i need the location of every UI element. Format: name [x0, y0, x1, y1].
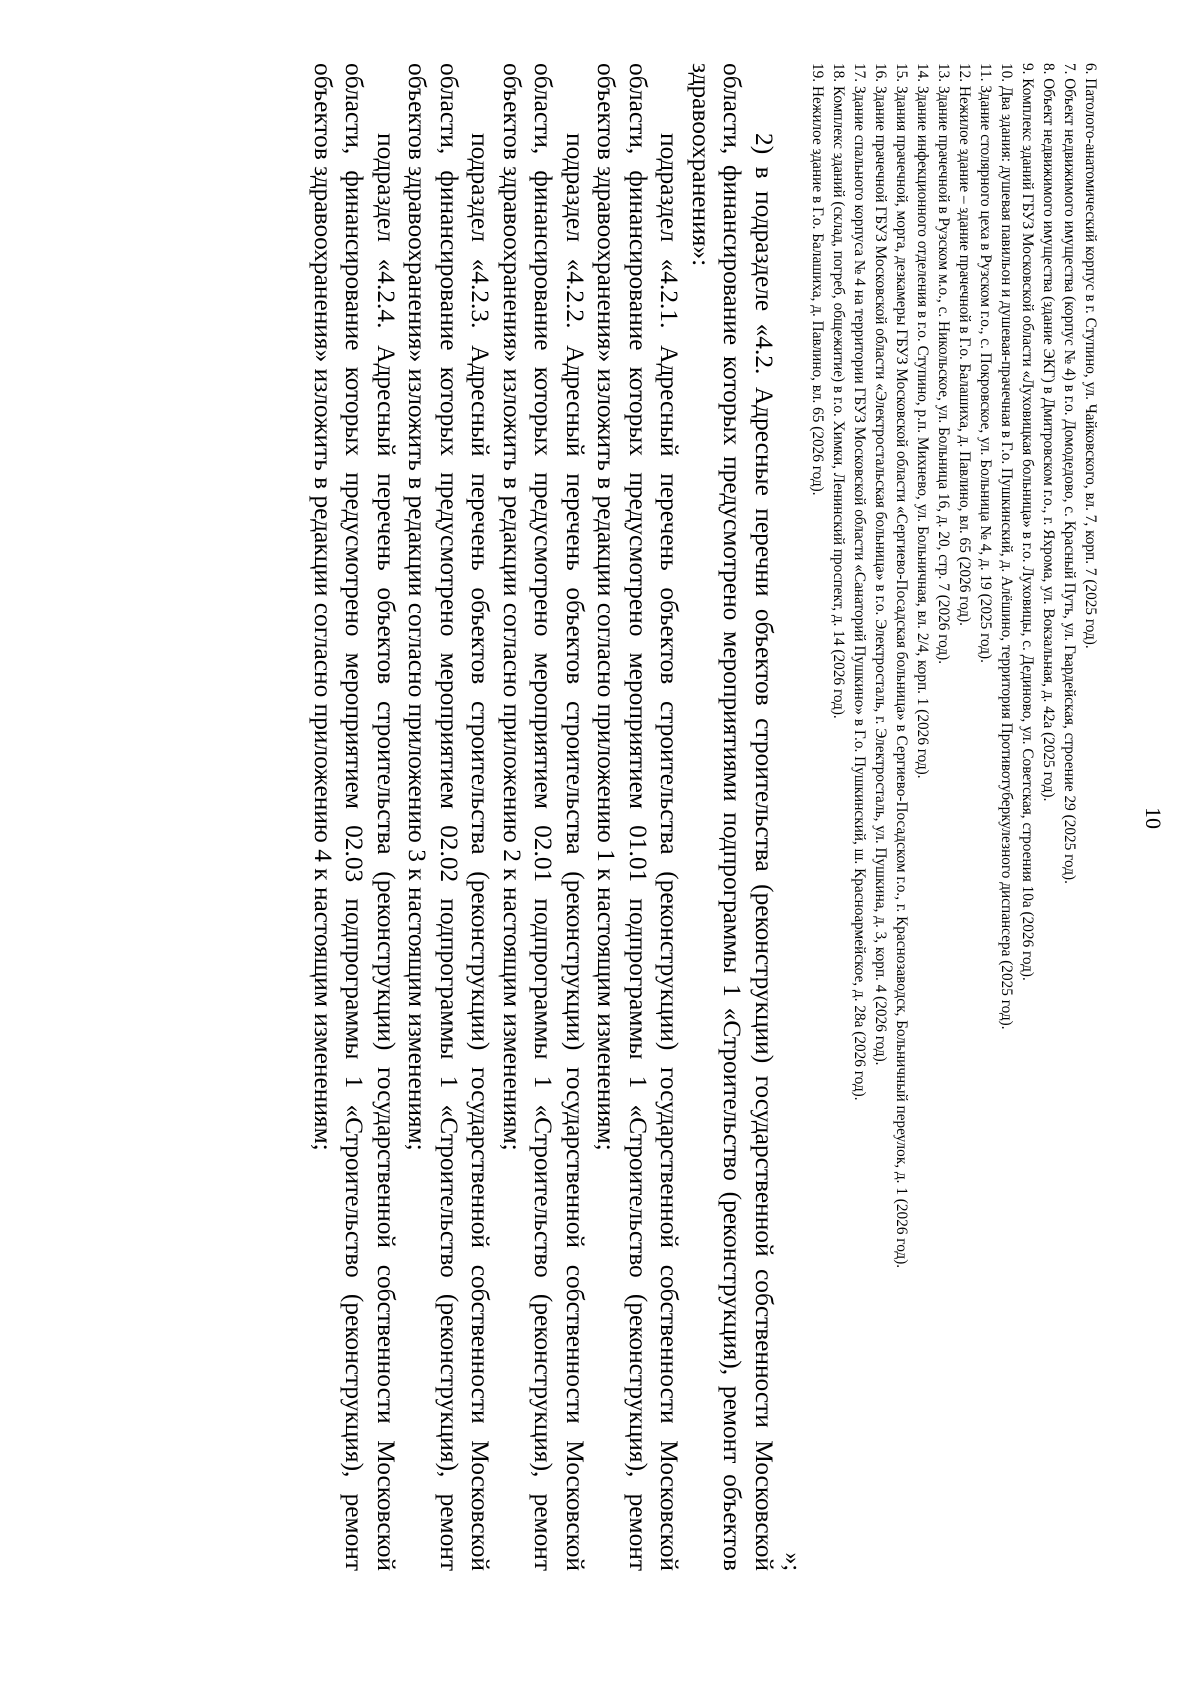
paragraph-subsection-4-2-4: подраздел «4.2.4. Адресный перечень объектов строительства (реконструкции) государственной собственности Московской области, финансирование которых предусмотрено мероприятием 02.03 подпрограммы 1 «Строительство (реконструкция), ремонт объектов здравоохранения» изложить в редакции согласно приложению 4 к настоящим изменениям; [309, 63, 400, 1571]
list-item: 19. Нежилое здание в Г.о. Балашиха, д. Павлино, вл. 65 (2026 год). [809, 63, 826, 496]
list-item: 7. Объект недвижимого имущества (корпус № 4) в г.о. Домодедово, с. Красный Путь, ул. Гвардейская, строение 29 (2025 год). [1061, 63, 1078, 884]
paragraph-subsection-4-2-2: подраздел «4.2.2. Адресный перечень объектов строительства (реконструкции) государственной собственности Московской области, финансирование которых предусмотрено мероприятием 02.01 подпрограммы 1 «Строительство (реконструкция), ремонт объектов здравоохранения» изложить в редакции согласно приложению 2 к настоящим изменениям; [498, 63, 589, 1571]
list-item: 8. Объект недвижимого имущества (здание ЭКГ) в Дмитровском г.о., г. Яхрома, ул. Вокзальная, д. 42а (2025 год). [1040, 63, 1057, 802]
paragraph-subsection-4-2: 2) в подразделе «4.2. Адресные перечни объектов строительства (реконструкции) государственной собственности Московской области, финансирование которых предусмотрено мероприятиями подпрограммы 1 «Строительство (реконструкция), ремонт объектов здравоохранения»: [687, 63, 778, 1571]
amendment-text [307, 63, 780, 1571]
object-list [807, 63, 1101, 1573]
paragraph-subsection-4-2-3: подраздел «4.2.3. Адресный перечень объектов строительства (реконструкции) государственной собственности Московской области, финансирование которых предусмотрено мероприятием 02.02 подпрограммы 1 «Строительство (реконструкция), ремонт объектов здравоохранения» изложить в редакции согласно приложению 3 к настоящим изменениям; [403, 63, 495, 1571]
list-item: 13. Здание прачечной в Рузском м.о., с. Никольское, ул. Больница 16, д. 20, стр. 7 (2026 год). [935, 63, 952, 665]
page-number: 10 [1141, 807, 1166, 829]
list-item: 17. Здание спального корпуса № 4 на территории ГБУЗ Московской области «Санаторий Пушкино» в Г.о. Пушкинский, ш. Красноармейское, д. 28а (2026 год). [851, 63, 868, 1101]
list-item: 16. Здание прачечной ГБУЗ Московской области «Электростальская больница» в г.о. Электросталь, г. Электросталь, ул. Пушкина, д. 3, корп. 4 (2026 год). [872, 63, 889, 1066]
list-item: 12. Нежилое здание – здание прачечной в Г.о. Балашиха, д. Павлино, вл. 65 (2026 год). [956, 63, 973, 626]
rotated-document-page [85, 63, 1165, 1573]
list-item: 10. Два здания: душевая павильон и душевая-прачечная в Г.о. Пушкинский, д. Алёшино, территория Противотуберкулезного диспансера (2025 год). [998, 63, 1015, 1030]
list-item: 9. Комплекс зданий ГБУЗ Московской области «Луховицкая больница» в г.о. Луховицы, с. Дединово, ул. Советская, строения 10а (2026 год). [1019, 63, 1036, 981]
list-item: 15. Здания прачечной, морга, дезкамеры ГБУЗ Московской области «Сергиево-Посадская больница» в Сергиево-Посадском г.о., г. Краснозаводск, Больничный переулок, д. 1 (2026 год). [893, 63, 910, 1269]
list-item: 18. Комплекс зданий (склад, погреб, общежитие) в г.о. Химки, Ленинский проспект, д. 14 (2026 год). [830, 63, 847, 719]
list-item: 6. Патолого-анатомический корпус в г. Ступино, ул. Чайковского, вл. 7, корп. 7 (2025 год). [1082, 63, 1099, 649]
paragraph-subsection-4-2-1: подраздел «4.2.1. Адресный перечень объектов строительства (реконструкции) государственной собственности Московской области, финансирование которых предусмотрено мероприятием 01.01 подпрограммы 1 «Строительство (реконструкция), ремонт объектов здравоохранения» изложить в редакции согласно приложению 1 к настоящим изменениям; [592, 63, 684, 1571]
list-item: 14. Здание инфекционного отделения в г.о. Ступино, р.п. Михнево, ул. Больничная, вл. 2/4, корп. 1 (2026 год). [914, 63, 931, 779]
list-item: 11. Здание столярного цеха в Рузском г.о., с. Покровское, ул. Больница № 4, д. 19 (2025 год). [977, 63, 994, 663]
closing-quote-mark: »; [779, 1552, 805, 1571]
